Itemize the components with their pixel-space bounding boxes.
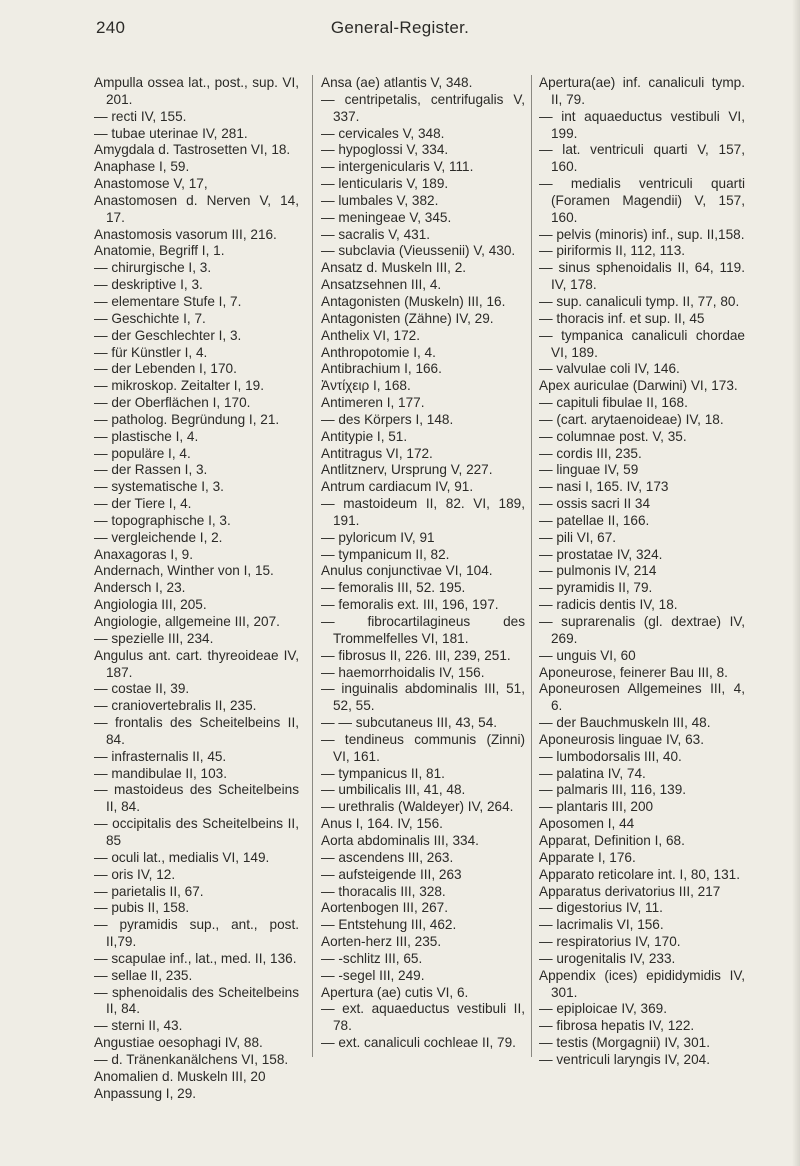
- index-entry: — subclavia (Vieussenii) V, 430.: [321, 243, 516, 259]
- index-entry: — craniovertebralis II, 235.: [94, 698, 257, 714]
- index-entry: Anaxagoras I, 9.: [94, 546, 193, 562]
- index-entry: — tympanicus II, 81.: [321, 765, 445, 781]
- index-entry: Anus I, 164. IV, 156.: [321, 816, 443, 832]
- index-entry: — fibrosus II, 226. III, 239, 251.: [321, 647, 511, 663]
- index-entry: — palatina IV, 74.: [539, 765, 646, 781]
- index-entry: — lacrimalis VI, 156.: [539, 917, 664, 933]
- index-entry: — sellae II, 235.: [94, 967, 193, 983]
- index-entry: Anomalien d. Muskeln III, 20: [94, 1068, 266, 1084]
- index-entry: Anastomosis vasorum III, 216.: [94, 226, 277, 242]
- index-entry: Angustiae oesophagi IV, 88.: [94, 1035, 263, 1051]
- index-entry: — lenticularis V, 189.: [321, 176, 449, 192]
- index-entry: — hypoglossi V, 334.: [321, 142, 449, 158]
- index-entry: — mikroskop. Zeitalter I, 19.: [94, 378, 264, 394]
- index-entry: — aufsteigende III, 263: [321, 866, 462, 882]
- index-entry: — cervicales V, 348.: [321, 125, 445, 141]
- index-entry: — suprarenalis (gl. dextrae) IV, 269.: [539, 614, 745, 646]
- index-entry: — plantaris III, 200: [539, 799, 654, 815]
- index-entry: Angiologie, allgemeine III, 207.: [94, 614, 280, 629]
- index-entry: Anaphase I, 59.: [94, 159, 190, 175]
- index-entry: — piriformis II, 112, 113.: [539, 243, 686, 259]
- index-entry: Apparate I, 176.: [539, 849, 636, 865]
- index-entry: — chirurgische I, 3.: [94, 260, 212, 276]
- index-entry: — sphenoidalis des Scheitelbeins II, 84.: [94, 984, 299, 1017]
- index-entry: — int aquaeductus vestibuli VI, 199.: [539, 108, 745, 141]
- index-entry: Anastomosen d. Nerven V, 14, 17.: [94, 192, 299, 225]
- index-entry: — radicis dentis IV, 18.: [539, 597, 678, 613]
- index-entry: — -schlitz III, 65.: [321, 950, 423, 966]
- index-entry: — plastische I, 4.: [94, 428, 199, 444]
- index-entry: — pubis II, 158.: [94, 900, 190, 916]
- index-entry: Apertura(ae) inf. canaliculi tymp. II, 79.: [539, 75, 745, 107]
- index-entry: — tympanica canaliculi chordae VI, 189.: [539, 327, 745, 360]
- index-entry: — pulmonis IV, 214: [539, 563, 657, 579]
- index-entry: Appendix (ices) epididymidis IV, 301.: [539, 967, 745, 1000]
- index-entry: — pelvis (minoris) inf., sup. II,158.: [539, 226, 745, 242]
- index-entry: Anulus conjunctivae VI, 104.: [321, 563, 493, 579]
- index-entry: — meningeae V, 345.: [321, 209, 452, 225]
- index-entry: — lat. ventriculi quarti V, 157, 160.: [539, 142, 745, 175]
- index-entry: — nasi I, 165. IV, 173: [539, 479, 669, 495]
- index-entry: — infrasternalis II, 45.: [94, 748, 227, 764]
- index-entry: — sterni II, 43.: [94, 1018, 183, 1034]
- index-entry: Amygdala d. Tastrosetten VI, 18.: [94, 142, 291, 158]
- index-entry: — pili VI, 67.: [539, 529, 617, 545]
- page-edge-shadow: [792, 0, 800, 1166]
- index-entry: — -segel III, 249.: [321, 967, 425, 983]
- index-entry: — — subcutaneus III, 43, 54.: [321, 715, 498, 731]
- index-entry: Andersch I, 23.: [94, 580, 186, 596]
- index-entry: — urethralis (Waldeyer) IV, 264.: [321, 799, 514, 815]
- index-entry: — pyramidis II, 79.: [539, 580, 653, 596]
- index-entry: — pyloricum IV, 91: [321, 529, 435, 545]
- index-entry: — recti IV, 155.: [94, 108, 187, 124]
- index-entry: — Geschichte I, 7.: [94, 310, 206, 326]
- index-entry: Apparatus derivatorius III, 217: [539, 883, 721, 899]
- index-entry: — urogenitalis IV, 233.: [539, 950, 676, 966]
- index-entry: — parietalis II, 67.: [94, 883, 204, 899]
- index-entry: — femoralis ext. III, 196, 197.: [321, 597, 499, 613]
- index-entry: — intergenicularis V, 111.: [321, 159, 474, 175]
- index-entry: Antimeren I, 177.: [321, 395, 425, 411]
- index-entry: — lumbales V, 382.: [321, 192, 439, 208]
- index-entry: — sup. canaliculi tymp. II, 77, 80.: [539, 293, 740, 309]
- index-entry: Apertura (ae) cutis VI, 6.: [321, 984, 469, 1000]
- index-entry: — ventriculi laryngis IV, 204.: [539, 1051, 711, 1067]
- page-header: [0, 10, 800, 40]
- index-entry: — respiratorius IV, 170.: [539, 934, 681, 950]
- index-entry: — cordis III, 235.: [539, 445, 642, 461]
- index-entry: — linguae IV, 59: [539, 462, 639, 478]
- index-entry: — thoracis inf. et sup. II, 45: [539, 310, 705, 326]
- index-entry: — (cart. arytaenoideae) IV, 18.: [539, 411, 724, 427]
- index-entry: — frontalis des Scheitelbeins II, 84.: [94, 715, 299, 747]
- index-entry: — thoracalis III, 328.: [321, 883, 446, 899]
- index-entry: Aortenbogen III, 267.: [321, 900, 448, 916]
- index-entry: — femoralis III, 52. 195.: [321, 580, 466, 596]
- index-entry: — für Künstler I, 4.: [94, 344, 208, 360]
- index-entry: — spezielle III, 234.: [94, 630, 214, 646]
- index-entry: — deskriptive I, 3.: [94, 277, 203, 293]
- index-entry: — ossis sacri II 34: [539, 496, 651, 512]
- index-entry: Apparat, Definition I, 68.: [539, 832, 685, 848]
- index-entry: — topographische I, 3.: [94, 512, 231, 528]
- index-entry: Aorten-herz III, 235.: [321, 934, 442, 950]
- index-entry: Ansatzsehnen III, 4.: [321, 277, 442, 293]
- page-number: 240: [96, 18, 126, 37]
- index-entry: Antitragus VI, 172.: [321, 445, 433, 461]
- index-entry: — tendineus communis (Zinni) VI, 161.: [321, 731, 525, 764]
- index-entry: — columnae post. V, 35.: [539, 428, 687, 444]
- index-entry: — der Rassen I, 3.: [94, 462, 208, 478]
- index-entry: — populäre I, 4.: [94, 445, 191, 461]
- index-entry: — patellae II, 166.: [539, 512, 650, 528]
- index-entry: Angulus ant. cart. thyreoideae IV, 187.: [94, 647, 299, 680]
- index-entry: Ansa (ae) atlantis V, 348.: [321, 75, 473, 90]
- index-entry: — medialis ventriculi quarti (Foramen Magendii) V, 157, 160.: [539, 176, 745, 225]
- index-entry: — centripetalis, centrifugalis V, 337.: [321, 91, 525, 124]
- index-entry: Aponeurosis linguae IV, 63.: [539, 731, 705, 747]
- index-entry: — costae II, 39.: [94, 681, 190, 697]
- index-column-1: [94, 75, 299, 1102]
- index-entry: Aponeurose, feinerer Bau III, 8.: [539, 664, 728, 680]
- column-divider-left: [312, 75, 313, 1057]
- index-entry: — mastoideum II, 82. VI, 189, 191.: [321, 496, 525, 528]
- index-entry: — der Oberflächen I, 170.: [94, 395, 251, 411]
- index-entry: — digestorius IV, 11.: [539, 900, 663, 916]
- index-entry: — haemorrhoidalis IV, 156.: [321, 664, 485, 680]
- index-entry: Anthropotomie I, 4.: [321, 344, 436, 360]
- index-entry: Anatomie, Begriff I, 1.: [94, 243, 225, 259]
- index-entry: Anastomose V, 17,: [94, 176, 208, 192]
- index-entry: Angiologia III, 205.: [94, 597, 207, 613]
- index-entry: Aorta abdominalis III, 334.: [321, 832, 479, 848]
- index-entry: Antitypie I, 51.: [321, 428, 408, 444]
- index-entry: Anpassung I, 29.: [94, 1085, 197, 1101]
- index-entry: — valvulae coli IV, 146.: [539, 361, 680, 377]
- index-entry: — umbilicalis III, 41, 48.: [321, 782, 466, 798]
- index-entry: Antrum cardiacum IV, 91.: [321, 479, 474, 495]
- index-entry: — fibrocartilagineus des Trommelfelles VI, 181.: [321, 614, 525, 646]
- index-entry: — sacralis V, 431.: [321, 226, 431, 242]
- index-entry: — occipitalis des Scheitelbeins II, 85: [94, 816, 299, 848]
- index-entry: — systematische I, 3.: [94, 479, 224, 495]
- index-entry: — der Geschlechter I, 3.: [94, 327, 242, 343]
- index-entry: — ext. canaliculi cochleae II, 79.: [321, 1035, 516, 1051]
- index-entry: — fibrosa hepatis IV, 122.: [539, 1018, 695, 1034]
- index-entry: Andernach, Winther von I, 15.: [94, 563, 274, 579]
- index-entry: Anthelix VI, 172.: [321, 327, 420, 343]
- index-entry: — mastoideus des Scheitelbeins II, 84.: [94, 782, 299, 815]
- index-entry: — sinus sphenoidalis II, 64, 119. IV, 178.: [539, 260, 745, 293]
- index-entry: — palmaris III, 116, 139.: [539, 782, 687, 798]
- column-divider-right: [531, 75, 532, 1057]
- index-entry: — inguinalis abdominalis III, 51, 52, 55.: [321, 681, 525, 714]
- index-entry: — scapulae inf., lat., med. II, 136.: [94, 950, 297, 966]
- index-entry: — epiploicae IV, 369.: [539, 1001, 667, 1017]
- index-entry: Ampulla ossea lat., post., sup. VI, 201.: [94, 75, 299, 107]
- index-column-2: [321, 75, 525, 1052]
- index-entry: — oris IV, 12.: [94, 866, 176, 882]
- index-entry: Ἀντίχειρ I, 168.: [321, 378, 411, 394]
- index-column-3: [539, 75, 745, 1069]
- index-entry: — unguis VI, 60: [539, 647, 636, 663]
- index-entry: — des Körpers I, 148.: [321, 411, 454, 427]
- index-entry: Ansatz d. Muskeln III, 2.: [321, 260, 467, 276]
- index-entry: Apex auriculae (Darwini) VI, 173.: [539, 378, 738, 394]
- index-entry: — der Lebenden I, 170.: [94, 361, 237, 377]
- running-title: General-Register.: [330, 18, 470, 37]
- index-entry: Aposomen I, 44: [539, 816, 635, 832]
- index-entry: — tubae uterinae IV, 281.: [94, 125, 248, 141]
- index-entry: — testis (Morgagnii) IV, 301.: [539, 1035, 711, 1051]
- index-entry: — der Bauchmuskeln III, 48.: [539, 715, 711, 731]
- index-entry: — capituli fibulae II, 168.: [539, 395, 688, 411]
- index-entry: — patholog. Begründung I, 21.: [94, 411, 280, 427]
- index-entry: — lumbodorsalis III, 40.: [539, 748, 682, 764]
- index-entry: — d. Tränenkanälchens VI, 158.: [94, 1051, 289, 1067]
- index-entry: — Entstehung III, 462.: [321, 917, 457, 933]
- index-entry: — mandibulae II, 103.: [94, 765, 227, 781]
- index-entry: Aponeurosen Allgemeines III, 4, 6.: [539, 681, 745, 714]
- index-entry: — oculi lat., medialis VI, 149.: [94, 849, 270, 865]
- index-entry: Antlitznerv, Ursprung V, 227.: [321, 462, 493, 478]
- index-entry: — pyramidis sup., ant., post. II,79.: [94, 917, 299, 950]
- index-entry: — ascendens III, 263.: [321, 849, 454, 865]
- index-entry: — tympanicum II, 82.: [321, 546, 450, 562]
- index-entry: Antagonisten (Muskeln) III, 16.: [321, 293, 506, 309]
- index-entry: — vergleichende I, 2.: [94, 529, 223, 545]
- index-entry: — ext. aquaeductus vestibuli II, 78.: [321, 1001, 525, 1034]
- index-entry: Antibrachium I, 166.: [321, 361, 442, 377]
- index-entry: — der Tiere I, 4.: [94, 496, 192, 512]
- index-entry: Apparato reticolare int. I, 80, 131.: [539, 866, 741, 882]
- index-entry: — elementare Stufe I, 7.: [94, 293, 242, 309]
- index-entry: — prostatae IV, 324.: [539, 546, 663, 562]
- index-entry: Antagonisten (Zähne) IV, 29.: [321, 310, 494, 326]
